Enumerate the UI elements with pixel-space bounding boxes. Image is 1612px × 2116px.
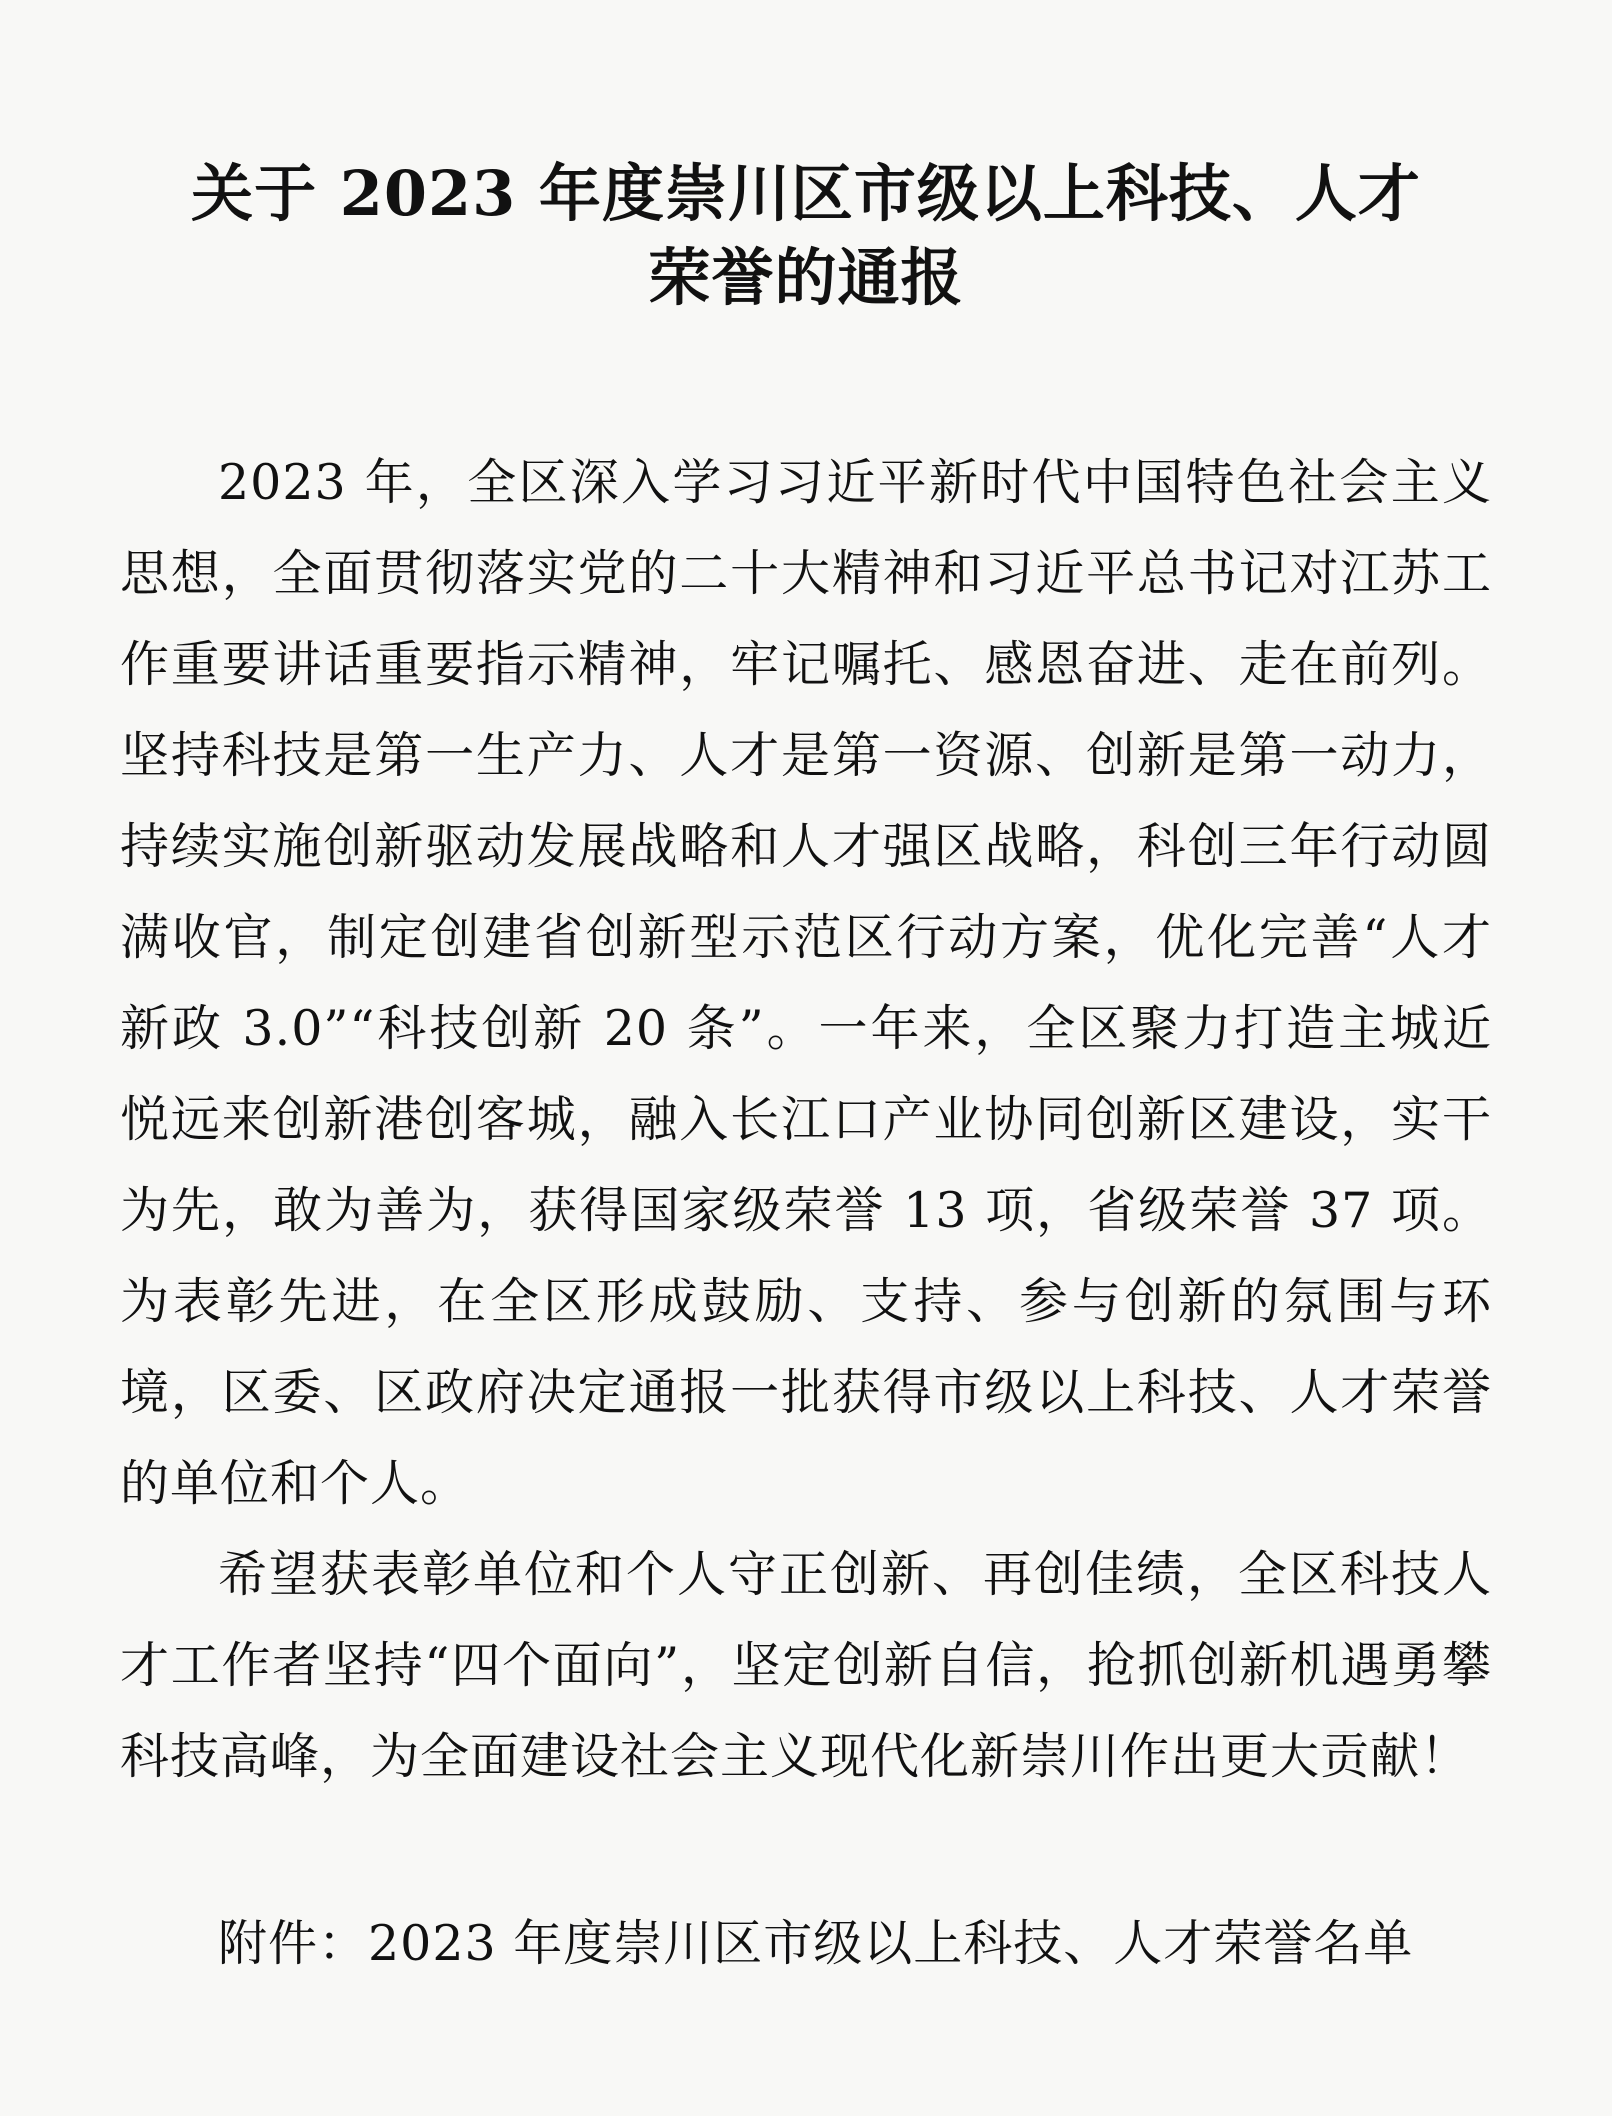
document-title (120, 152, 1492, 319)
body-paragraph-1: 2023 年，全区深入学习习近平新时代中国特色社会主义思想，全面贯彻落实党的二十大精神和习近平总书记对江苏工作重要讲话重要指示精神，牢记嘱托、感恩奋进、走在前列。坚持科技是第一生产力、人才是第一资源、创新是第一动力，持续实施创新驱动发展战略和人才强区战略，科创三年行动圆满收官，制定创建省创新型示范区行动方案，优化完善“人才新政 3.0”“科技创新 20 条”。一年来，全区聚力打造主城近悦远来创新港创客城，融入长江口产业协同创新区建设，实干为先，敢为善为，获得国家级荣誉 13 项，省级荣誉 37 项。为表彰先进，在全区形成鼓励、支持、参与创新的氛围与环境，区委、区政府决定通报一批获得市级以上科技、人才荣誉的单位和个人。 (120, 454, 1492, 1513)
attachment-line: 附件：2023 年度崇川区市级以上科技、人才荣誉名单 (218, 1915, 1414, 1973)
body-paragraph-2: 希望获表彰单位和个人守正创新、再创佳绩，全区科技人才工作者坚持“四个面向”，坚定创新自信，抢抓创新机遇勇攀科技高峰，为全面建设社会主义现代化新崇川作出更大贡献！ (120, 1546, 1492, 1786)
title-line-1: 关于 2023 年度崇川区市级以上科技、人才 (191, 157, 1421, 230)
title-line-2: 荣誉的通报 (648, 240, 964, 314)
